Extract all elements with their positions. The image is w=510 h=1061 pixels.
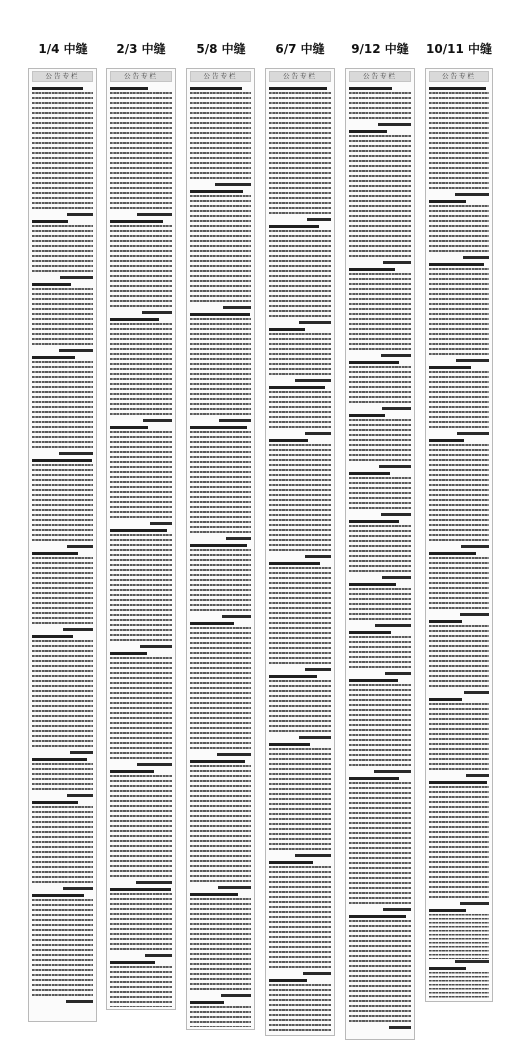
notice-signature-line [305,555,331,558]
notice-text-block [429,268,489,358]
notice-heading-line [190,87,242,90]
notice-heading-line [349,631,391,634]
notice-text-block [349,684,411,769]
notice-text-block [32,806,93,886]
notice-text-block [269,391,331,431]
notice-heading-line [429,263,484,266]
notice-signature-line [137,213,172,216]
notice-signature-line [305,668,331,671]
notice-text-block [429,703,489,773]
notice-signature-line [379,465,411,468]
notice-signature-line [137,763,172,766]
notice-signature-line [382,576,411,579]
notice-text-block [110,966,172,1007]
notice-text-block [32,899,93,999]
notice-text-block [349,419,411,464]
notice-heading-line [110,888,171,891]
column-label-10-11: 10/11 中缝 [426,42,492,56]
notice-heading-line [429,87,486,90]
notice-heading-line [429,439,464,442]
notice-heading-line [32,283,71,286]
notice-signature-line [457,432,489,435]
notice-text-block [349,782,411,907]
notice-text-block [190,1006,251,1027]
notice-heading-line [32,894,84,897]
notice-signature-line [466,774,489,777]
notice-text-block [429,205,489,255]
notice-signature-line [140,645,172,648]
notice-signature-line [215,183,251,186]
notice-body [429,85,489,999]
section-title: 公告专栏 [32,71,93,82]
notice-text-block [190,549,251,614]
notice-signature-line [305,432,331,435]
notice-heading-line [32,801,78,804]
notice-signature-line [381,513,411,516]
notice-text-block [429,92,489,192]
notice-body [32,85,93,1019]
notice-heading-line [190,426,247,429]
notice-signature-line [456,359,489,362]
notice-heading-line [32,552,78,555]
notice-text-block [269,984,331,1033]
notice-text-block [349,477,411,512]
notice-heading-line [269,562,320,565]
column-label-9-12: 9/12 中缝 [351,42,409,56]
notice-text-block [32,763,93,793]
notice-signature-line [67,794,93,797]
notice-heading-line [110,220,163,223]
notice-heading-line [349,87,392,90]
notice-signature-line [222,615,251,618]
notice-heading-line [349,268,395,271]
notice-signature-line [59,349,93,352]
notice-signature-line [460,902,489,905]
notice-column-10-11 [425,68,493,1002]
notice-signature-line [375,624,411,627]
notice-heading-line [110,426,148,429]
notice-signature-line [464,691,489,694]
section-title: 公告专栏 [269,71,331,82]
notice-column-2-3 [106,68,176,1010]
notice-signature-line [67,545,93,548]
notice-text-block [32,225,93,275]
column-label-5-8: 5/8 中缝 [196,42,246,56]
notice-text-block [349,366,411,406]
notice-body [349,85,411,1037]
notice-heading-line [429,366,471,369]
section-title: 公告专栏 [349,71,411,82]
notice-heading-line [32,220,68,223]
notice-signature-line [63,887,93,890]
notice-signature-line [307,218,331,221]
notice-body [110,85,172,1007]
notice-text-block [269,567,331,667]
notice-text-block [110,92,172,212]
section-title: 公告专栏 [110,71,172,82]
notice-signature-line [143,419,172,422]
notice-heading-line [190,190,243,193]
notice-heading-line [349,414,385,417]
notice-signature-line [463,256,489,259]
notice-heading-line [190,622,234,625]
notice-text-block [269,92,331,217]
section-title: 公告专栏 [190,71,251,82]
notice-text-block [110,323,172,418]
notice-text-block [110,775,172,880]
notice-heading-line [32,635,73,638]
notice-signature-line [60,276,93,279]
notice-text-block [32,361,93,451]
notice-text-block [190,765,251,885]
notice-heading-line [190,1001,224,1004]
notice-column-5-8 [186,68,255,1030]
notice-heading-line [190,893,238,896]
notice-text-block [32,92,93,212]
notice-text-block [429,557,489,612]
notice-signature-line [461,545,489,548]
notice-text-block [190,318,251,418]
notice-signature-line [383,261,411,264]
notice-text-block [110,431,172,521]
notice-text-block [349,636,411,671]
notice-text-block [349,135,411,260]
notice-signature-line [150,522,172,525]
notice-text-block [349,92,411,122]
notice-signature-line [295,854,331,857]
notice-text-block [190,92,251,182]
notice-heading-line [429,909,466,912]
notice-signature-line [299,321,331,324]
notice-heading-line [269,743,310,746]
notice-signature-line [67,213,93,216]
notice-signature-line [145,954,172,957]
notice-text-block [349,920,411,1025]
notice-heading-line [32,356,75,359]
notice-text-block [269,866,331,971]
notice-heading-line [110,318,159,321]
notice-heading-line [349,777,399,780]
notice-signature-line [378,123,411,126]
notice-signature-line [383,908,411,911]
notice-text-block [269,748,331,853]
column-label-2-3: 2/3 中缝 [116,42,166,56]
notice-text-block [349,525,411,575]
notice-heading-line [110,529,167,532]
notice-text-block [349,273,411,353]
notice-heading-line [110,961,155,964]
notice-text-block [190,898,251,993]
notice-text-block [32,640,93,750]
notice-heading-line [349,915,406,918]
notice-heading-line [110,87,148,90]
notice-signature-line [455,960,489,963]
notice-heading-line [269,386,325,389]
notice-text-block [429,972,489,999]
notice-text-block [32,464,93,544]
notice-body [190,85,251,1027]
column-label-1-4: 1/4 中缝 [38,42,88,56]
notice-heading-line [349,361,399,364]
notice-heading-line [429,781,487,784]
notice-signature-line [223,306,251,309]
notice-heading-line [190,313,250,316]
notice-heading-line [110,770,154,773]
notice-heading-line [269,439,308,442]
notice-heading-line [269,979,307,982]
notice-signature-line [374,770,411,773]
notice-heading-line [110,652,147,655]
notice-signature-line [219,419,251,422]
notice-heading-line [349,520,399,523]
notice-heading-line [32,758,87,761]
notice-text-block [190,195,251,305]
notice-heading-line [429,552,476,555]
notice-text-block [429,371,489,431]
notice-signature-line [63,628,93,631]
notice-text-block [429,786,489,901]
notice-text-block [349,588,411,623]
notice-text-block [110,534,172,644]
notice-signature-line [226,537,251,540]
notice-signature-line [455,193,489,196]
notice-heading-line [429,200,466,203]
notice-text-block [429,444,489,544]
notice-signature-line [460,613,489,616]
notice-heading-line [349,679,398,682]
notice-signature-line [59,452,93,455]
notice-text-block [190,627,251,752]
notice-text-block [269,230,331,320]
notice-heading-line [349,130,387,133]
notice-signature-line [66,1000,93,1003]
notice-heading-line [429,698,462,701]
notice-heading-line [349,472,390,475]
notice-heading-line [269,328,305,331]
notice-heading-line [429,620,462,623]
section-title: 公告专栏 [429,71,489,82]
notice-text-block [110,657,172,762]
notice-text-block [32,557,93,627]
notice-signature-line [70,751,93,754]
notice-heading-line [429,967,466,970]
notice-heading-line [269,225,319,228]
notice-heading-line [190,544,247,547]
notice-signature-line [382,407,411,410]
notice-text-block [32,288,93,348]
notice-signature-line [142,311,172,314]
notice-heading-line [32,87,83,90]
notice-signature-line [136,881,172,884]
notice-body [269,85,331,1033]
notice-signature-line [389,1026,411,1029]
notice-heading-line [269,861,313,864]
column-label-6-7: 6/7 中缝 [275,42,325,56]
notice-column-6-7 [265,68,335,1036]
notice-text-block [110,893,172,953]
notice-text-block [269,444,331,554]
notice-signature-line [221,994,251,997]
notice-signature-line [381,354,411,357]
notice-signature-line [299,736,331,739]
notice-column-9-12 [345,68,415,1040]
notice-signature-line [295,379,331,382]
notice-text-block [110,225,172,310]
notice-text-block [190,431,251,536]
notice-heading-line [349,583,396,586]
notice-heading-line [190,760,245,763]
notice-column-1-4 [28,68,97,1022]
notice-heading-line [32,459,92,462]
notice-signature-line [385,672,411,675]
notice-heading-line [269,87,327,90]
notice-signature-line [217,753,251,756]
notice-text-block [429,625,489,690]
notice-heading-line [269,675,317,678]
notice-signature-line [303,972,331,975]
notice-text-block [269,333,331,378]
notice-text-block [269,680,331,735]
notice-signature-line [218,886,251,889]
notice-text-block [429,914,489,959]
